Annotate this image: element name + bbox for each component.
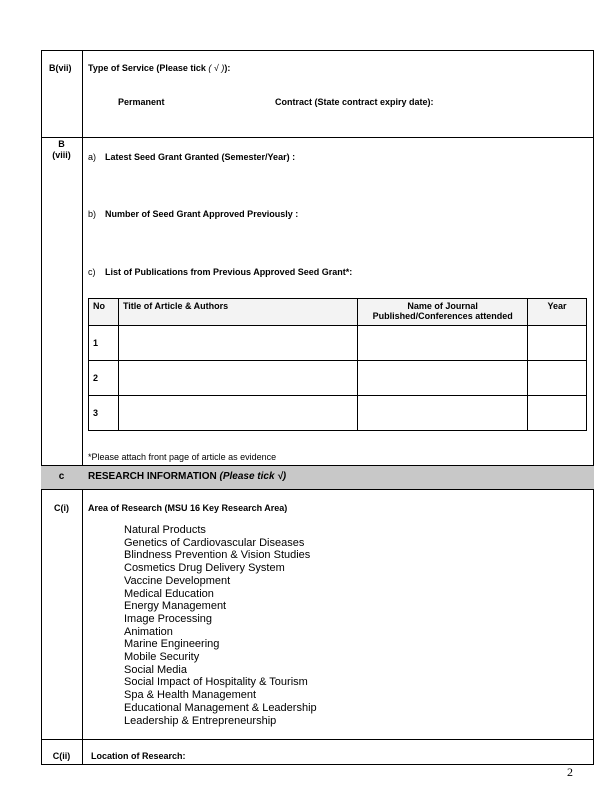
column-divider-bottom [82, 490, 83, 765]
research-information-title: RESEARCH INFORMATION [88, 471, 217, 482]
previous-seed-grant-label: Number of Seed Grant Approved Previously : [105, 209, 299, 219]
list-item[interactable]: Energy Management [124, 600, 227, 613]
title-cell[interactable] [118, 326, 357, 361]
publications-table [88, 298, 587, 431]
row-number: 1 [89, 326, 119, 361]
tick-symbol: ( √ ) [208, 63, 225, 73]
column-divider-top [82, 50, 83, 465]
row-number: 2 [89, 361, 119, 396]
section-code-b8-line2: (viii) [52, 150, 71, 160]
research-information-heading [88, 471, 286, 482]
table-row [89, 361, 587, 396]
list-item[interactable]: Image Processing [124, 612, 213, 625]
section-code-c: c [58, 471, 65, 482]
list-item[interactable]: Spa & Health Management [124, 689, 257, 702]
list-item[interactable]: Social Media [124, 663, 187, 676]
table-row [89, 326, 587, 361]
latest-seed-grant-label: Latest Seed Grant Granted (Semester/Year) : [105, 152, 296, 162]
row-divider-c2 [41, 739, 594, 740]
section-code-b8-line1: B [58, 139, 65, 149]
location-of-research-label: Location of Research: [91, 751, 186, 761]
list-item[interactable]: Mobile Security [124, 651, 200, 664]
year-cell[interactable] [528, 326, 587, 361]
list-item[interactable]: Leadership & Entrepreneurship [124, 714, 277, 727]
service-type-heading [88, 63, 230, 73]
service-type-title-end: ): [224, 63, 231, 73]
research-tick-note: (Please tick √) [219, 471, 287, 482]
item-a-marker: a) [88, 152, 97, 162]
year-cell[interactable] [528, 361, 587, 396]
title-cell[interactable] [118, 361, 357, 396]
table-header-row [89, 299, 587, 326]
header-year: Year [528, 299, 587, 326]
table-row [89, 396, 587, 431]
section-code-b7: B(vii) [49, 63, 72, 73]
list-item[interactable]: Medical Education [124, 587, 214, 600]
journal-cell[interactable] [358, 326, 528, 361]
item-b-marker: b) [88, 209, 97, 219]
title-cell[interactable] [118, 396, 357, 431]
header-no: No [89, 299, 119, 326]
journal-cell[interactable] [358, 396, 528, 431]
option-contract[interactable]: Contract (State contract expiry date): [275, 97, 434, 107]
list-item[interactable]: Animation [124, 625, 173, 638]
year-cell[interactable] [528, 396, 587, 431]
list-item[interactable]: Blindness Prevention & Vision Studies [124, 549, 311, 562]
journal-cell[interactable] [358, 361, 528, 396]
page-number: 2 [567, 765, 573, 779]
list-item[interactable]: Genetics of Cardiovascular Diseases [124, 536, 305, 549]
publications-label: List of Publications from Previous Approved Seed Grant*: [105, 267, 353, 277]
header-title: Title of Article & Authors [118, 299, 357, 326]
list-item[interactable]: Educational Management & Leadership [124, 701, 317, 714]
research-area-list [124, 524, 317, 727]
row-number: 3 [89, 396, 119, 431]
evidence-note: *Please attach front page of article as evidence [88, 452, 277, 462]
list-item[interactable]: Marine Engineering [124, 638, 220, 651]
row-divider-b8 [41, 137, 594, 138]
section-code-c1: C(i) [54, 503, 69, 513]
list-item[interactable]: Social Impact of Hospitality & Tourism [124, 676, 308, 689]
list-item[interactable]: Natural Products [124, 524, 206, 536]
option-permanent[interactable]: Permanent [118, 97, 165, 107]
section-code-c2: C(ii) [52, 751, 71, 761]
area-of-research-title: Area of Research (MSU 16 Key Research Area) [88, 503, 288, 513]
header-journal: Name of Journal Published/Conferences attended [358, 299, 528, 326]
list-item[interactable]: Cosmetics Drug Delivery System [124, 562, 285, 575]
service-type-title: Type of Service (Please tick [88, 63, 206, 73]
item-c-marker: c) [88, 267, 96, 277]
list-item[interactable]: Vaccine Development [124, 574, 231, 587]
